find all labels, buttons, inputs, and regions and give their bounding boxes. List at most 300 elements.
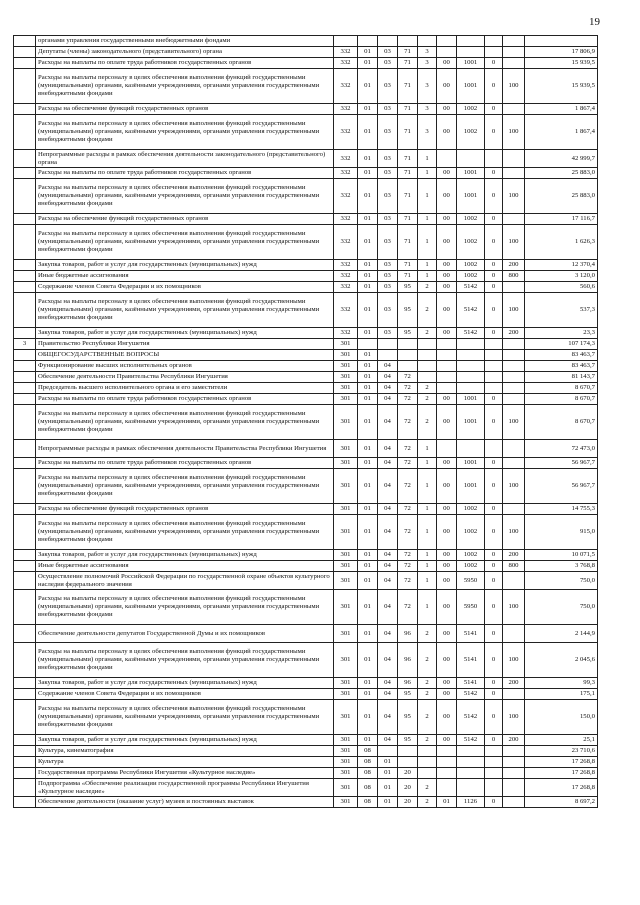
expense-type-code-cell (503, 458, 525, 469)
table-row (14, 746, 598, 757)
expense-type-code-cell (503, 625, 525, 643)
ved-code-cell: 332 (334, 260, 358, 271)
subsection-code-cell: 04 (378, 689, 398, 700)
expense-type-code-cell (503, 746, 525, 757)
direction-code-cell: 1002 (457, 504, 485, 515)
table-row (14, 361, 598, 372)
table-row (14, 168, 598, 179)
target-code-cell (485, 768, 503, 779)
ved-code-cell: 301 (334, 590, 358, 625)
amount-cell: 3 768,8 (525, 561, 598, 572)
target-code-cell: 0 (485, 214, 503, 225)
subsection-code-cell: 04 (378, 625, 398, 643)
subprogram-code-cell (418, 339, 437, 350)
expense-type-code-cell: 800 (503, 561, 525, 572)
amount-cell: 750,0 (525, 572, 598, 590)
event-code-cell: 00 (437, 590, 457, 625)
direction-code-cell: 5142 (457, 689, 485, 700)
expense-type-code-cell: 100 (503, 179, 525, 214)
target-code-cell (485, 36, 503, 47)
row-name-cell: Подпрограмма «Обеспечение реализации государственной программы Республики Ингушетия «Культурное наследие» (36, 779, 334, 797)
table-row (14, 104, 598, 115)
section-code-cell: 08 (358, 797, 378, 808)
row-number-cell (14, 168, 36, 179)
section-code-cell: 01 (358, 179, 378, 214)
target-code-cell: 0 (485, 572, 503, 590)
section-code-cell: 01 (358, 293, 378, 328)
program-code-cell: 72 (398, 550, 418, 561)
subprogram-code-cell: 1 (418, 168, 437, 179)
amount-cell: 14 755,3 (525, 504, 598, 515)
table-row (14, 58, 598, 69)
subsection-code-cell (378, 350, 398, 361)
target-code-cell: 0 (485, 271, 503, 282)
amount-cell: 8 670,7 (525, 405, 598, 440)
table-row (14, 225, 598, 260)
section-code-cell: 01 (358, 69, 378, 104)
direction-code-cell: 1001 (457, 69, 485, 104)
expense-type-code-cell (503, 47, 525, 58)
table-row (14, 440, 598, 458)
target-code-cell: 0 (485, 643, 503, 678)
event-code-cell: 00 (437, 561, 457, 572)
target-code-cell: 0 (485, 561, 503, 572)
table-row (14, 515, 598, 550)
amount-cell: 8 670,7 (525, 383, 598, 394)
subsection-code-cell: 03 (378, 104, 398, 115)
ved-code-cell: 301 (334, 469, 358, 504)
amount-cell: 17 116,7 (525, 214, 598, 225)
section-code-cell: 01 (358, 150, 378, 168)
subsection-code-cell: 01 (378, 797, 398, 808)
event-code-cell: 01 (437, 797, 457, 808)
table-body (14, 36, 598, 808)
ved-code-cell: 332 (334, 293, 358, 328)
target-code-cell: 0 (485, 168, 503, 179)
amount-cell: 12 370,4 (525, 260, 598, 271)
row-number-cell (14, 678, 36, 689)
event-code-cell (437, 746, 457, 757)
row-name-cell: Правительство Республики Ингушетия (36, 339, 334, 350)
subsection-code-cell: 03 (378, 293, 398, 328)
amount-cell (525, 36, 598, 47)
direction-code-cell: 1002 (457, 115, 485, 150)
direction-code-cell: 5141 (457, 678, 485, 689)
event-code-cell: 00 (437, 700, 457, 735)
direction-code-cell: 1001 (457, 58, 485, 69)
section-code-cell: 01 (358, 590, 378, 625)
event-code-cell: 00 (437, 214, 457, 225)
program-code-cell: 72 (398, 504, 418, 515)
target-code-cell: 0 (485, 282, 503, 293)
program-code-cell: 95 (398, 735, 418, 746)
expense-type-code-cell (503, 372, 525, 383)
expense-type-code-cell: 200 (503, 678, 525, 689)
expense-type-code-cell (503, 361, 525, 372)
direction-code-cell (457, 36, 485, 47)
subprogram-code-cell: 1 (418, 550, 437, 561)
subprogram-code-cell: 1 (418, 561, 437, 572)
subprogram-code-cell: 2 (418, 394, 437, 405)
ved-code-cell: 332 (334, 282, 358, 293)
row-number-cell (14, 36, 36, 47)
section-code-cell: 01 (358, 735, 378, 746)
section-code-cell (358, 339, 378, 350)
subprogram-code-cell: 2 (418, 779, 437, 797)
expense-type-code-cell (503, 440, 525, 458)
event-code-cell: 00 (437, 293, 457, 328)
ved-code-cell: 301 (334, 678, 358, 689)
section-code-cell: 01 (358, 47, 378, 58)
program-code-cell: 71 (398, 115, 418, 150)
row-name-cell: Расходы на обеспечение функций государственных органов (36, 104, 334, 115)
direction-code-cell: 1001 (457, 179, 485, 214)
row-number-cell (14, 561, 36, 572)
amount-cell: 83 463,7 (525, 361, 598, 372)
program-code-cell: 72 (398, 383, 418, 394)
direction-code-cell: 1126 (457, 797, 485, 808)
section-code-cell: 08 (358, 746, 378, 757)
subsection-code-cell: 03 (378, 282, 398, 293)
table-row (14, 572, 598, 590)
target-code-cell: 0 (485, 260, 503, 271)
direction-code-cell: 1002 (457, 271, 485, 282)
program-code-cell: 71 (398, 69, 418, 104)
section-code-cell: 01 (358, 383, 378, 394)
program-code-cell: 72 (398, 458, 418, 469)
program-code-cell: 96 (398, 643, 418, 678)
subsection-code-cell: 03 (378, 271, 398, 282)
amount-cell: 17 806,9 (525, 47, 598, 58)
expense-type-code-cell: 100 (503, 590, 525, 625)
subsection-code-cell: 03 (378, 214, 398, 225)
ved-code-cell: 332 (334, 179, 358, 214)
row-name-cell: Иные бюджетные ассигнования (36, 271, 334, 282)
ved-code-cell: 301 (334, 643, 358, 678)
event-code-cell: 00 (437, 643, 457, 678)
expense-type-code-cell (503, 757, 525, 768)
row-number-cell: 3 (14, 339, 36, 350)
row-name-cell: Иные бюджетные ассигнования (36, 561, 334, 572)
section-code-cell: 08 (358, 757, 378, 768)
section-code-cell: 01 (358, 572, 378, 590)
target-code-cell: 0 (485, 405, 503, 440)
program-code-cell (398, 36, 418, 47)
table-row (14, 372, 598, 383)
event-code-cell: 00 (437, 515, 457, 550)
ved-code-cell: 332 (334, 168, 358, 179)
event-code-cell (437, 150, 457, 168)
target-code-cell: 0 (485, 735, 503, 746)
row-number-cell (14, 58, 36, 69)
section-code-cell: 01 (358, 515, 378, 550)
event-code-cell: 00 (437, 282, 457, 293)
subprogram-code-cell: 3 (418, 69, 437, 104)
event-code-cell: 00 (437, 504, 457, 515)
program-code-cell: 95 (398, 700, 418, 735)
amount-cell: 72 473,0 (525, 440, 598, 458)
direction-code-cell: 5142 (457, 735, 485, 746)
table-row (14, 47, 598, 58)
subsection-code-cell: 01 (378, 779, 398, 797)
section-code-cell: 01 (358, 643, 378, 678)
row-name-cell: Обеспечение деятельности Правительства Республики Ингушетия (36, 372, 334, 383)
event-code-cell: 00 (437, 104, 457, 115)
section-code-cell: 01 (358, 504, 378, 515)
row-name-cell: Содержание членов Совета Федерации и их помощников (36, 282, 334, 293)
table-row (14, 282, 598, 293)
subprogram-code-cell (418, 757, 437, 768)
table-row (14, 678, 598, 689)
row-name-cell: Расходы на выплаты по оплате труда работников государственных органов (36, 394, 334, 405)
event-code-cell (437, 757, 457, 768)
ved-code-cell: 301 (334, 689, 358, 700)
event-code-cell: 00 (437, 405, 457, 440)
subsection-code-cell: 04 (378, 458, 398, 469)
subprogram-code-cell: 2 (418, 328, 437, 339)
section-code-cell: 01 (358, 225, 378, 260)
event-code-cell: 00 (437, 735, 457, 746)
section-code-cell: 01 (358, 405, 378, 440)
table-row (14, 36, 598, 47)
amount-cell: 150,0 (525, 700, 598, 735)
section-code-cell: 01 (358, 214, 378, 225)
expense-type-code-cell (503, 58, 525, 69)
amount-cell: 2 045,6 (525, 643, 598, 678)
program-code-cell: 72 (398, 394, 418, 405)
amount-cell: 99,3 (525, 678, 598, 689)
subsection-code-cell: 04 (378, 550, 398, 561)
budget-table (13, 35, 598, 808)
section-code-cell: 01 (358, 58, 378, 69)
table-row (14, 179, 598, 214)
row-number-cell (14, 572, 36, 590)
direction-code-cell (457, 361, 485, 372)
table-row (14, 293, 598, 328)
subprogram-code-cell: 1 (418, 260, 437, 271)
table-row (14, 779, 598, 797)
ved-code-cell: 301 (334, 735, 358, 746)
program-code-cell: 71 (398, 168, 418, 179)
target-code-cell: 0 (485, 69, 503, 104)
table-row (14, 458, 598, 469)
event-code-cell (437, 361, 457, 372)
amount-cell: 2 144,9 (525, 625, 598, 643)
row-number-cell (14, 550, 36, 561)
amount-cell: 42 999,7 (525, 150, 598, 168)
subsection-code-cell: 03 (378, 179, 398, 214)
table-row (14, 350, 598, 361)
table-row (14, 504, 598, 515)
expense-type-code-cell (503, 689, 525, 700)
direction-code-cell: 5950 (457, 572, 485, 590)
amount-cell: 107 174,3 (525, 339, 598, 350)
table-row (14, 383, 598, 394)
direction-code-cell (457, 768, 485, 779)
subsection-code-cell (378, 36, 398, 47)
subprogram-code-cell: 1 (418, 469, 437, 504)
amount-cell: 537,3 (525, 293, 598, 328)
ved-code-cell: 301 (334, 405, 358, 440)
section-code-cell: 01 (358, 168, 378, 179)
program-code-cell: 71 (398, 150, 418, 168)
program-code-cell: 71 (398, 104, 418, 115)
subsection-code-cell: 04 (378, 643, 398, 678)
event-code-cell: 00 (437, 469, 457, 504)
direction-code-cell: 5142 (457, 328, 485, 339)
row-number-cell (14, 225, 36, 260)
target-code-cell (485, 339, 503, 350)
amount-cell: 56 967,7 (525, 458, 598, 469)
ved-code-cell (334, 36, 358, 47)
direction-code-cell: 5142 (457, 700, 485, 735)
expense-type-code-cell: 100 (503, 643, 525, 678)
target-code-cell (485, 372, 503, 383)
target-code-cell (485, 746, 503, 757)
direction-code-cell: 1001 (457, 394, 485, 405)
section-code-cell: 01 (358, 271, 378, 282)
subprogram-code-cell: 2 (418, 293, 437, 328)
direction-code-cell: 1002 (457, 225, 485, 260)
ved-code-cell: 332 (334, 47, 358, 58)
expense-type-code-cell (503, 168, 525, 179)
amount-cell: 23 710,6 (525, 746, 598, 757)
row-number-cell (14, 361, 36, 372)
table-row (14, 214, 598, 225)
amount-cell: 8 670,7 (525, 394, 598, 405)
ved-code-cell: 301 (334, 440, 358, 458)
subprogram-code-cell: 2 (418, 797, 437, 808)
expense-type-code-cell (503, 104, 525, 115)
section-code-cell: 01 (358, 440, 378, 458)
expense-type-code-cell: 200 (503, 550, 525, 561)
program-code-cell: 95 (398, 328, 418, 339)
event-code-cell: 00 (437, 179, 457, 214)
direction-code-cell (457, 383, 485, 394)
section-code-cell: 01 (358, 372, 378, 383)
ved-code-cell: 301 (334, 572, 358, 590)
event-code-cell (437, 383, 457, 394)
event-code-cell: 00 (437, 328, 457, 339)
ved-code-cell: 332 (334, 69, 358, 104)
subsection-code-cell (378, 339, 398, 350)
target-code-cell: 0 (485, 225, 503, 260)
expense-type-code-cell (503, 768, 525, 779)
row-number-cell (14, 643, 36, 678)
row-name-cell: Расходы на выплаты персоналу в целях обеспечения выполнения функций государственными (муниципальными) органами, казёнными учреждениями, органами управления государственными внебюджетными фондами (36, 69, 334, 104)
amount-cell: 560,6 (525, 282, 598, 293)
event-code-cell: 00 (437, 271, 457, 282)
amount-cell: 17 268,8 (525, 757, 598, 768)
expense-type-code-cell (503, 797, 525, 808)
ved-code-cell: 301 (334, 515, 358, 550)
subprogram-code-cell: 2 (418, 625, 437, 643)
table-row (14, 797, 598, 808)
amount-cell: 17 268,8 (525, 768, 598, 779)
table-row (14, 700, 598, 735)
section-code-cell: 01 (358, 394, 378, 405)
table-row (14, 394, 598, 405)
subprogram-code-cell (418, 36, 437, 47)
target-code-cell: 0 (485, 104, 503, 115)
subprogram-code-cell: 3 (418, 115, 437, 150)
program-code-cell: 20 (398, 797, 418, 808)
subsection-code-cell: 04 (378, 383, 398, 394)
expense-type-code-cell (503, 350, 525, 361)
target-code-cell: 0 (485, 504, 503, 515)
direction-code-cell: 1002 (457, 260, 485, 271)
subsection-code-cell: 03 (378, 58, 398, 69)
target-code-cell: 0 (485, 115, 503, 150)
ved-code-cell: 301 (334, 350, 358, 361)
ved-code-cell: 332 (334, 115, 358, 150)
expense-type-code-cell: 800 (503, 271, 525, 282)
target-code-cell: 0 (485, 689, 503, 700)
expense-type-code-cell: 100 (503, 69, 525, 104)
row-number-cell (14, 746, 36, 757)
section-code-cell: 01 (358, 328, 378, 339)
subsection-code-cell: 04 (378, 735, 398, 746)
program-code-cell: 72 (398, 440, 418, 458)
direction-code-cell: 1001 (457, 405, 485, 440)
row-number-cell (14, 372, 36, 383)
program-code-cell (398, 339, 418, 350)
event-code-cell (437, 440, 457, 458)
target-code-cell: 0 (485, 797, 503, 808)
row-name-cell: Расходы на выплаты персоналу в целях обеспечения выполнения функций государственными (муниципальными) органами, казёнными учреждениями, органами управления государственными внебюджетными фондами (36, 225, 334, 260)
direction-code-cell: 1002 (457, 515, 485, 550)
expense-type-code-cell (503, 779, 525, 797)
direction-code-cell: 1002 (457, 214, 485, 225)
amount-cell: 915,0 (525, 515, 598, 550)
program-code-cell: 72 (398, 561, 418, 572)
table-row (14, 405, 598, 440)
row-number-cell (14, 293, 36, 328)
event-code-cell (437, 350, 457, 361)
expense-type-code-cell: 100 (503, 700, 525, 735)
subprogram-code-cell: 2 (418, 282, 437, 293)
section-code-cell: 01 (358, 469, 378, 504)
amount-cell: 175,1 (525, 689, 598, 700)
row-name-cell: Расходы на выплаты по оплате труда работников государственных органов (36, 168, 334, 179)
row-name-cell: Закупка товаров, работ и услуг для государственных (муниципальных) нужд (36, 260, 334, 271)
row-number-cell (14, 260, 36, 271)
amount-cell: 17 268,8 (525, 779, 598, 797)
program-code-cell: 72 (398, 590, 418, 625)
ved-code-cell: 301 (334, 339, 358, 350)
row-name-cell: Расходы на выплаты персоналу в целях обеспечения выполнения функций государственными (муниципальными) органами, казёнными учреждениями, органами управления государственными внебюджетными фондами (36, 515, 334, 550)
section-code-cell: 01 (358, 361, 378, 372)
row-name-cell: Расходы на обеспечение функций государственных органов (36, 504, 334, 515)
direction-code-cell (457, 757, 485, 768)
row-number-cell (14, 150, 36, 168)
target-code-cell: 0 (485, 515, 503, 550)
subsection-code-cell: 04 (378, 361, 398, 372)
table-row (14, 625, 598, 643)
subsection-code-cell: 03 (378, 168, 398, 179)
target-code-cell: 0 (485, 58, 503, 69)
row-name-cell: Расходы на выплаты персоналу в целях обеспечения выполнения функций государственными (муниципальными) органами, казёнными учреждениями, органами управления государственными внебюджетными фондами (36, 469, 334, 504)
row-name-cell: Расходы на выплаты персоналу в целях обеспечения выполнения функций государственными (муниципальными) органами, казёнными учреждениями, органами управления государственными внебюджетными фондами (36, 179, 334, 214)
subprogram-code-cell: 1 (418, 504, 437, 515)
event-code-cell (437, 47, 457, 58)
subprogram-code-cell: 2 (418, 678, 437, 689)
ved-code-cell: 301 (334, 700, 358, 735)
target-code-cell: 0 (485, 625, 503, 643)
row-name-cell: Культура, кинематография (36, 746, 334, 757)
ved-code-cell: 301 (334, 504, 358, 515)
row-number-cell (14, 179, 36, 214)
